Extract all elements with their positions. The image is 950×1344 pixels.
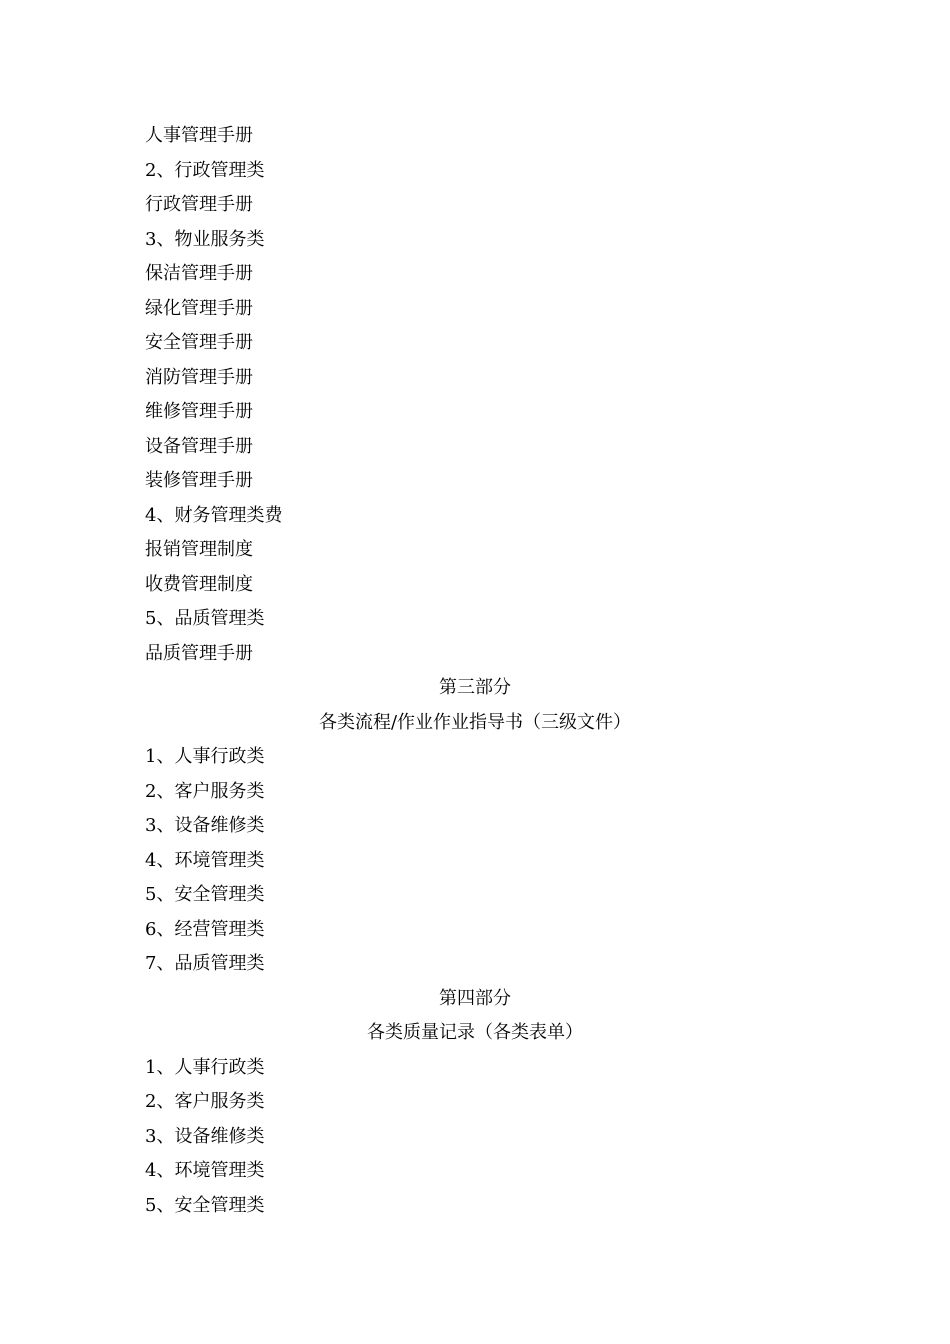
list-item: 1、人事行政类 bbox=[145, 1056, 265, 1078]
list-item: 4、环境管理类 bbox=[145, 849, 265, 871]
section2-list bbox=[145, 119, 805, 671]
list-item: 报销管理制度 bbox=[145, 539, 253, 560]
list-item: 4、财务管理类费 bbox=[145, 504, 283, 526]
list-item: 7、品质管理类 bbox=[145, 953, 265, 974]
list-item: 人事管理手册 bbox=[145, 125, 253, 146]
list-item: 5、安全管理类 bbox=[145, 884, 265, 905]
list-item: 5、品质管理类 bbox=[145, 608, 265, 629]
document-body bbox=[145, 119, 805, 1223]
list-item: 3、物业服务类 bbox=[145, 228, 265, 250]
list-item: 3、设备维修类 bbox=[145, 1125, 265, 1147]
list-item: 5、安全管理类 bbox=[145, 1194, 265, 1216]
list-item: 4、环境管理类 bbox=[145, 1160, 265, 1181]
list-item: 维修管理手册 bbox=[145, 401, 253, 422]
part3-section bbox=[145, 671, 805, 982]
part4-subtitle: 各类质量记录（各类表单） bbox=[367, 1022, 583, 1043]
part4-section bbox=[145, 982, 805, 1224]
list-item: 设备管理手册 bbox=[145, 435, 253, 457]
list-item: 保洁管理手册 bbox=[145, 263, 253, 284]
list-item: 品质管理手册 bbox=[145, 642, 253, 664]
list-item: 2、客户服务类 bbox=[145, 780, 265, 802]
list-item: 装修管理手册 bbox=[145, 470, 253, 491]
list-item: 安全管理手册 bbox=[145, 332, 253, 353]
part3-heading: 第三部分 bbox=[439, 677, 511, 698]
list-item: 2、行政管理类 bbox=[145, 159, 265, 181]
list-item: 消防管理手册 bbox=[145, 366, 253, 388]
part3-subtitle: 各类流程/作业作业指导书（三级文件） bbox=[318, 711, 632, 733]
list-item: 3、设备维修类 bbox=[145, 815, 265, 836]
list-item: 6、经营管理类 bbox=[145, 918, 265, 940]
part4-heading: 第四部分 bbox=[439, 987, 511, 1009]
list-item: 收费管理制度 bbox=[145, 573, 253, 595]
list-item: 2、客户服务类 bbox=[145, 1091, 265, 1112]
list-item: 行政管理手册 bbox=[145, 194, 253, 215]
list-item: 绿化管理手册 bbox=[145, 297, 253, 319]
list-item: 1、人事行政类 bbox=[145, 746, 265, 767]
